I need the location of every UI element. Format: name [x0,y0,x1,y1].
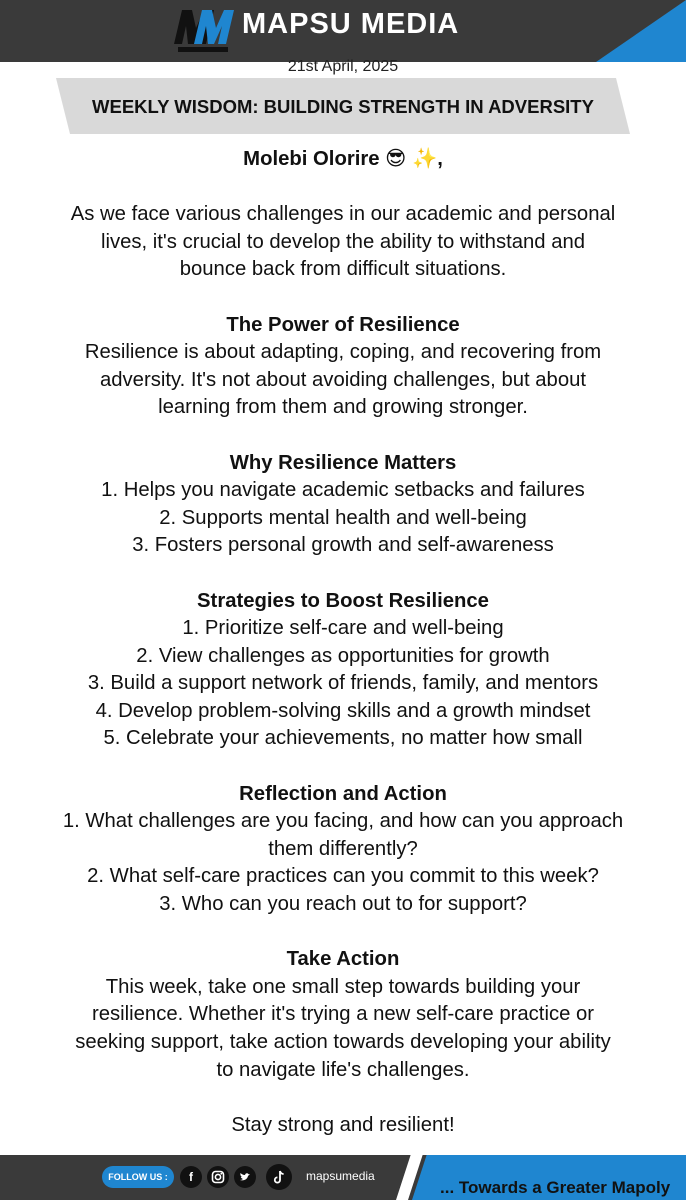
instagram-icon[interactable] [207,1166,229,1188]
list-item: 3. Who can you reach out to for support? [159,893,527,916]
tiktok-icon[interactable] [266,1164,292,1190]
list-item: 3. Fosters personal growth and self-awareness [132,534,554,557]
list-item: 4. Develop problem-solving skills and a growth mindset [95,699,591,722]
section-line: to navigate life's challenges. [216,1058,470,1081]
section-line: adversity. It's not about avoiding challenges, but about [99,368,587,391]
brand-name: MAPSU MEDIA [242,8,460,40]
list-item: 2. View challenges as opportunities for growth [136,644,550,667]
list-item: 1. What challenges are you facing, and how can you approach [62,810,624,833]
section-heading: Why Resilience Matters [229,451,457,474]
title-band [56,78,630,134]
closing-line: Stay strong and resilient! [231,1113,455,1136]
article-body [20,146,666,1139]
footer-slogan: ... Towards a Greater Mapoly [440,1178,671,1197]
footer-bar [0,1155,686,1200]
post-date: 21st April, 2025 [287,58,399,75]
list-item: 2. What self-care practices can you commit to this week? [87,865,599,888]
header-bar [0,0,686,62]
section-heading: The Power of Resilience [226,313,460,336]
list-item: them differently? [268,837,418,860]
section-line: resilience. Whether it's trying a new self-care practice or [91,1003,595,1026]
author-line: Molebi Olorire 😎 ✨, [243,148,443,170]
list-item: 1. Helps you navigate academic setbacks and failures [101,479,585,502]
intro-line: lives, it's crucial to develop the ability to withstand and [100,230,586,253]
section-line: This week, take one small step towards building your [105,975,581,998]
section-line: seeking support, take action towards developing your ability [75,1031,611,1053]
section-heading: Take Action [286,948,400,971]
facebook-icon[interactable]: f [180,1166,202,1188]
section-line: Resilience is about adapting, coping, and recovering from [84,341,602,364]
mapsu-logo [172,4,234,56]
twitter-icon[interactable] [234,1166,256,1188]
follow-us-label: FOLLOW US : [102,1166,174,1188]
list-item: 2. Supports mental health and well-being [159,506,527,529]
section-heading: Reflection and Action [239,782,447,805]
list-item: 1. Prioritize self-care and well-being [182,617,504,640]
list-item: 5. Celebrate your achievements, no matter how small [103,727,583,750]
page-title: WEEKLY WISDOM: BUILDING STRENGTH IN ADVERSITY [92,96,594,117]
social-handle[interactable]: mapsumedia [306,1169,375,1183]
intro-line: bounce back from difficult situations. [179,258,507,281]
header-accent-corner [596,0,686,62]
intro-line: As we face various challenges in our academic and personal [70,203,616,226]
section-line: learning from them and growing stronger. [158,396,528,419]
section-heading: Strategies to Boost Resilience [197,589,489,612]
list-item: 3. Build a support network of friends, family, and mentors [87,672,599,695]
